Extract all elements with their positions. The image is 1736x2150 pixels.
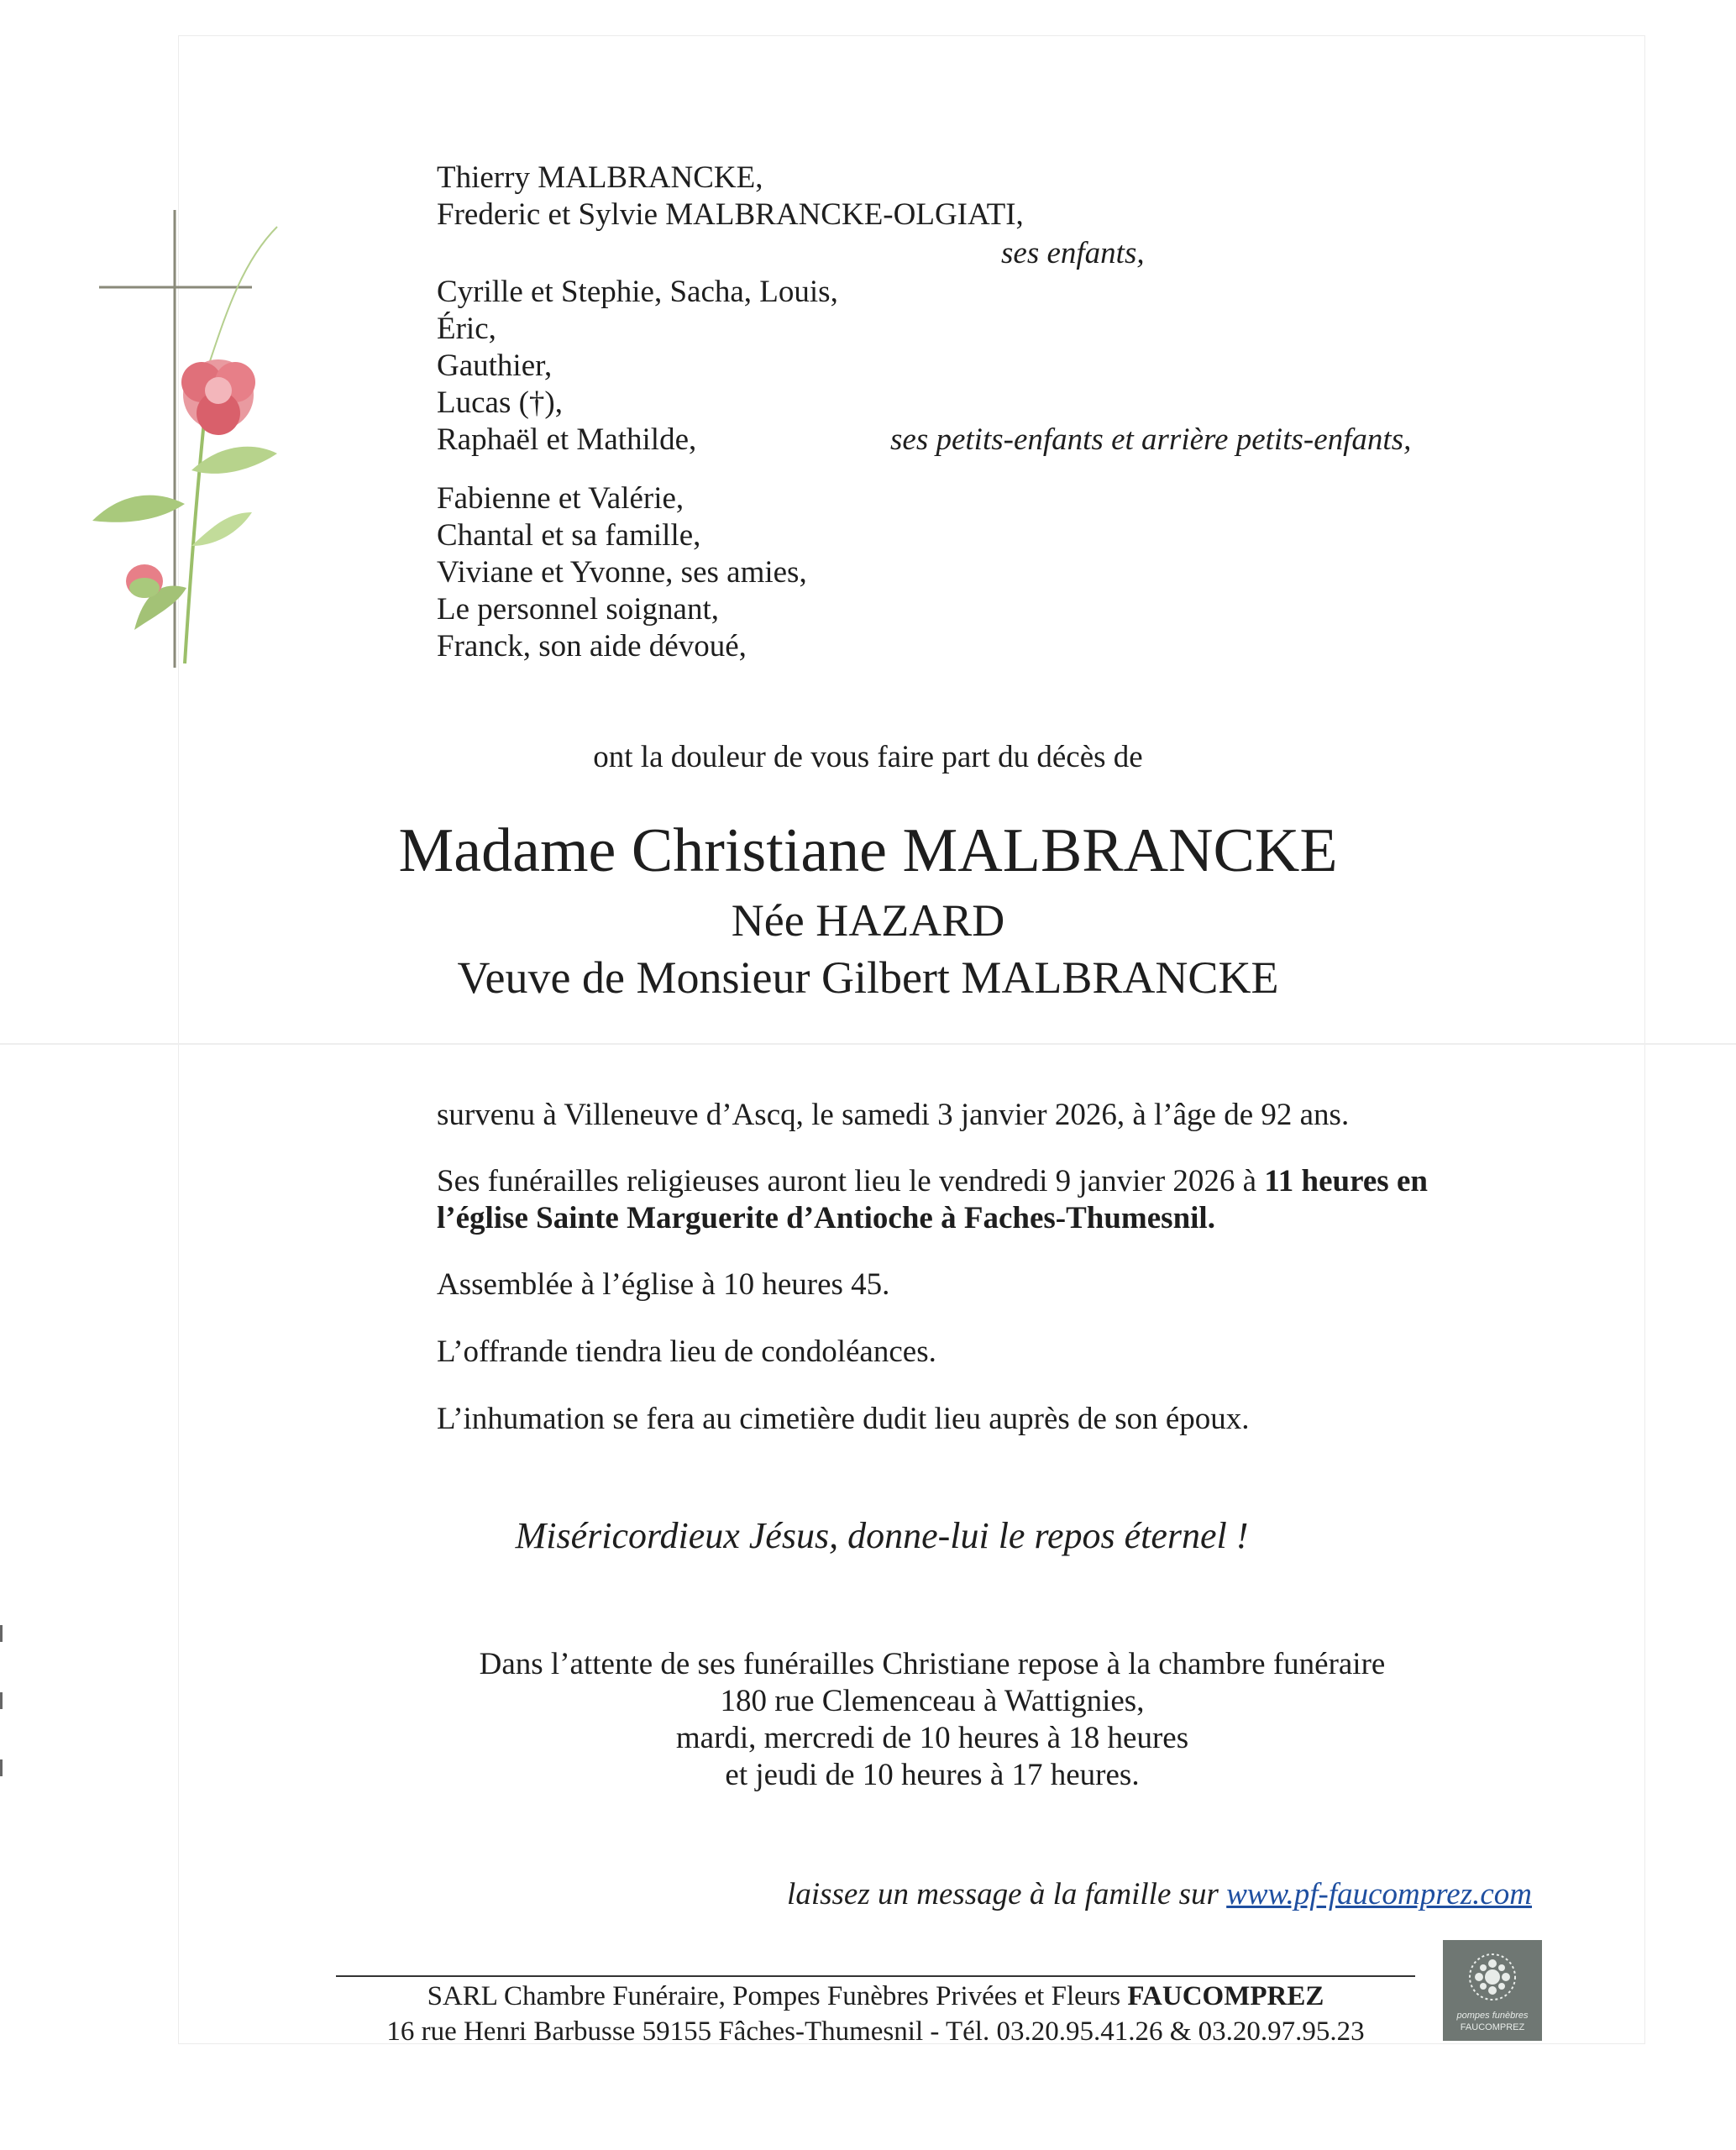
- prayer: Miséricordieux Jésus, donne-lui le repos éternel !: [515, 1515, 1249, 1556]
- widow-of: Veuve de Monsieur Gilbert MALBRANCKE: [457, 952, 1279, 1003]
- role-grandchildren: ses petits-enfants et arrière petits-enfants,: [890, 422, 1412, 457]
- family-line: Viviane et Yvonne, ses amies,: [437, 555, 807, 590]
- family-line: Thierry MALBRANCKE,: [437, 160, 763, 195]
- burial-details: L’inhumation se fera au cimetière dudit lieu auprès de son époux.: [437, 1402, 1250, 1436]
- announcement-intro: ont la douleur de vous faire part du décès de: [593, 740, 1143, 774]
- visitation-line: et jeudi de 10 heures à 17 heures.: [725, 1758, 1140, 1792]
- funeral-time: 11 heures en: [1264, 1164, 1428, 1198]
- funeral-text: Ses funérailles religieuses auront lieu le vendredi 9 janvier 2026 à: [437, 1164, 1265, 1198]
- company-logo: [1443, 1940, 1542, 2041]
- flower-emblem-icon: [1467, 1952, 1518, 2002]
- company-line: [336, 1980, 1415, 2013]
- family-line: Franck, son aide dévoué,: [437, 629, 747, 663]
- assembly-details: Assemblée à l’église à 10 heures 45.: [437, 1267, 890, 1302]
- company-address: 16 rue Henri Barbusse 59155 Fâches-Thumesnil - Tél. 03.20.95.41.26 & 03.20.97.95.23: [386, 2016, 1365, 2047]
- family-line: Gauthier,: [437, 349, 553, 383]
- family-line: Raphaël et Mathilde,: [437, 422, 697, 457]
- funeral-location: l’église Sainte Marguerite d’Antioche à Faches-Thumesnil.: [437, 1201, 1215, 1235]
- website-link[interactable]: www.pf-faucomprez.com: [1226, 1877, 1532, 1911]
- family-line: Chantal et sa famille,: [437, 518, 701, 553]
- family-line: Cyrille et Stephie, Sacha, Louis,: [437, 275, 838, 309]
- carnation-flower: [181, 359, 255, 435]
- cross-flower-illustration: [84, 193, 302, 672]
- maiden-name: Née HAZARD: [731, 895, 1005, 946]
- leaf: [191, 512, 252, 546]
- leaf: [92, 496, 185, 522]
- visitation-line: mardi, mercredi de 10 heures à 18 heures: [675, 1721, 1189, 1755]
- logo-tagline: pompes funèbres: [1456, 2011, 1529, 2021]
- family-line: Lucas (†),: [437, 385, 563, 420]
- deceased-name: Madame Christiane MALBRANCKE: [398, 816, 1338, 885]
- company-prefix: SARL Chambre Funéraire, Pompes Funèbres Privées et Fleurs: [427, 1981, 1128, 2011]
- funeral-details: [437, 1163, 1428, 1200]
- logo-name: FAUCOMPREZ: [1460, 2022, 1525, 2032]
- company-name: FAUCOMPREZ: [1127, 1981, 1324, 2011]
- flower-bud: [126, 564, 163, 598]
- family-line: Le personnel soignant,: [437, 592, 719, 627]
- family-line: Fabienne et Valérie,: [437, 481, 684, 516]
- leaf: [191, 447, 277, 474]
- message-line: [787, 1876, 1532, 1913]
- family-line: Éric,: [437, 312, 496, 346]
- fold-line: [0, 1043, 1736, 1045]
- family-line: Frederic et Sylvie MALBRANCKE-OLGIATI,: [437, 197, 1024, 232]
- death-details: survenu à Villeneuve d’Ascq, le samedi 3 janvier 2026, à l’âge de 92 ans.: [437, 1098, 1350, 1132]
- flower-stem: [210, 227, 277, 361]
- margin-tick: [0, 1625, 3, 1642]
- footer-rule: [336, 1975, 1415, 1977]
- visitation-line: Dans l’attente de ses funérailles Christiane repose à la chambre funéraire: [479, 1647, 1386, 1681]
- offering-details: L’offrande tiendra lieu de condoléances.: [437, 1335, 936, 1369]
- message-text: laissez un message à la famille sur: [787, 1877, 1219, 1911]
- role-children: ses enfants,: [1001, 236, 1145, 270]
- visitation-line: 180 rue Clemenceau à Wattignies,: [720, 1684, 1145, 1718]
